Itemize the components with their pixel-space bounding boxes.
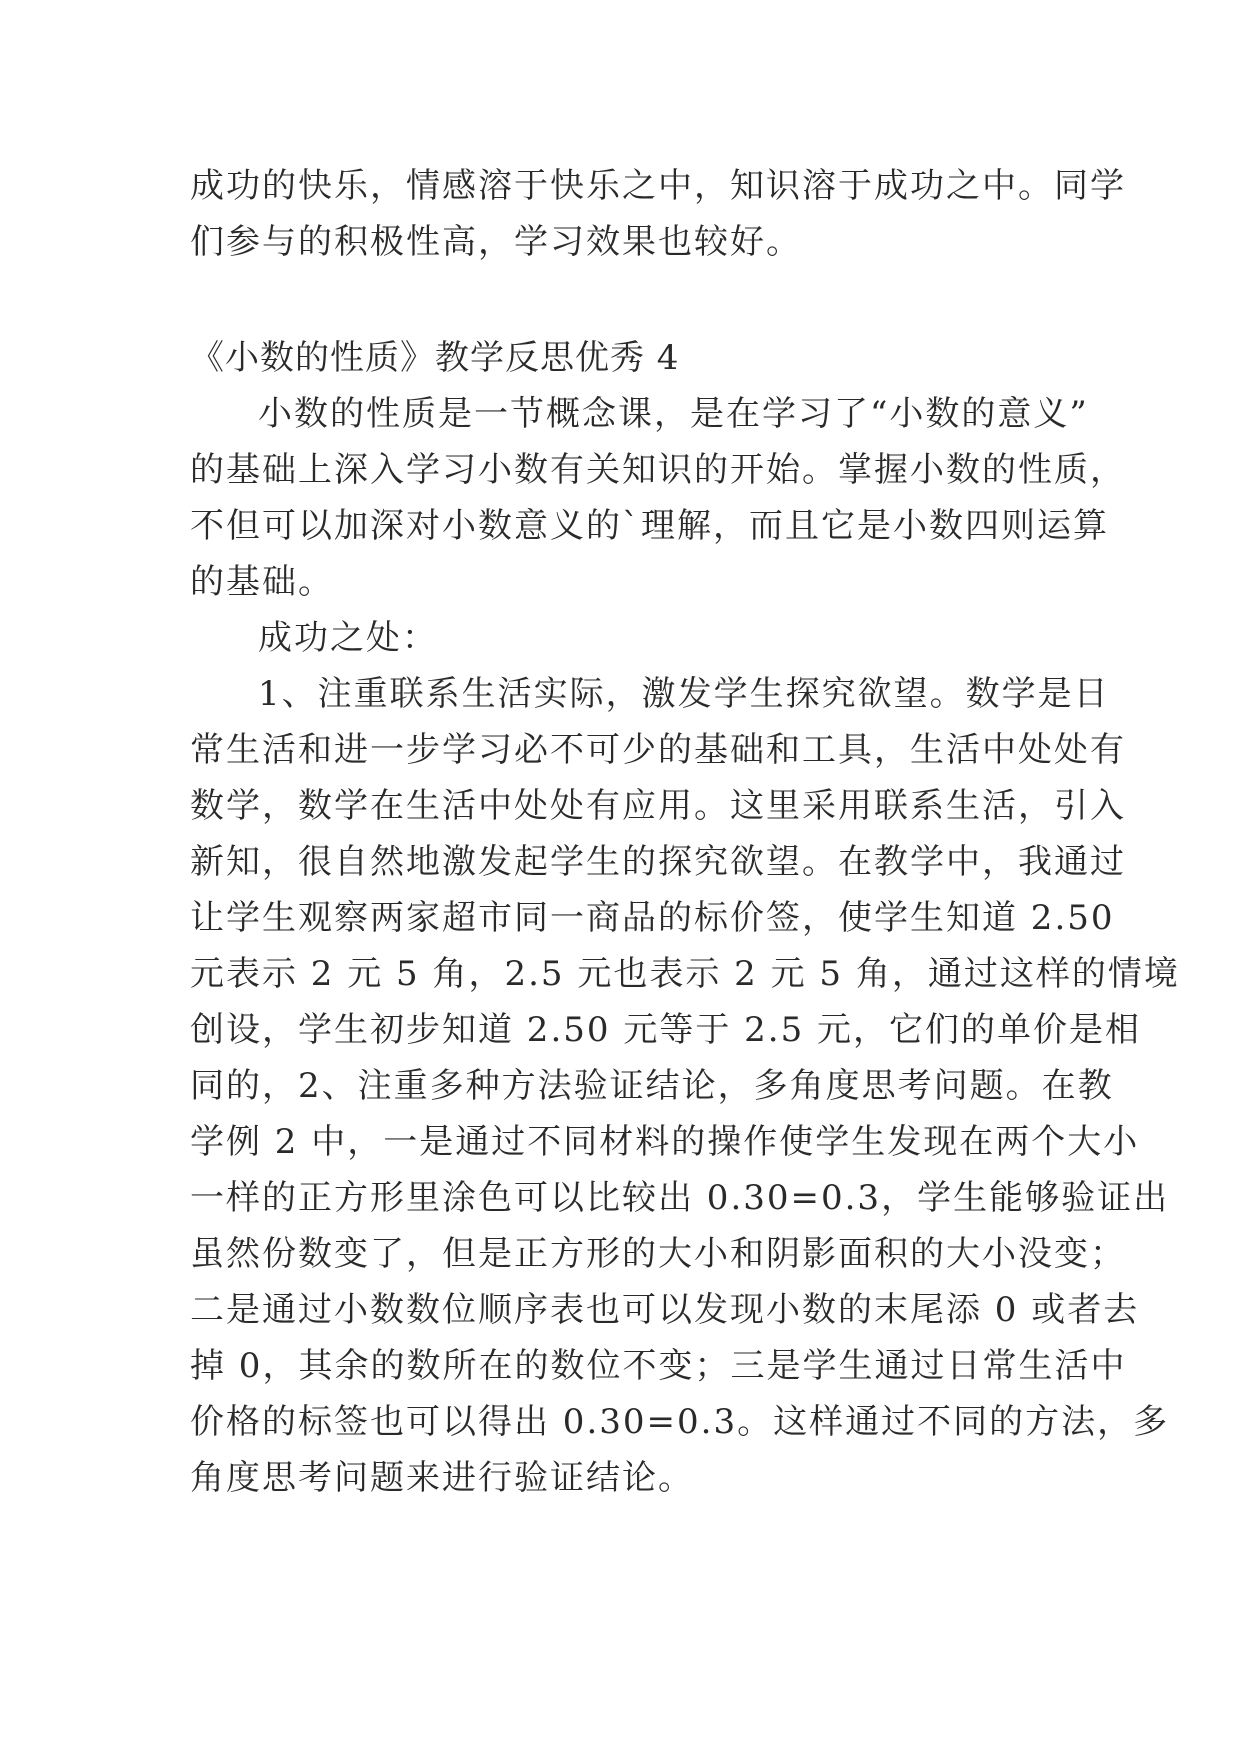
text-line: 元表示 2 元 5 角，2.5 元也表示 2 元 5 角，通过这样的情境 — [190, 954, 1180, 994]
text-line: 常生活和进一步学习必不可少的基础和工具，生活中处处有 — [190, 730, 1126, 770]
text-line: 新知，很自然地激发起学生的探究欲望。在教学中，我通过 — [190, 842, 1126, 882]
text-line: 学例 2 中，一是通过不同材料的操作使学生发现在两个大小 — [190, 1122, 1140, 1162]
paragraph-intro — [190, 386, 1126, 610]
text-line: 创设，学生初步知道 2.50 元等于 2.5 元，它们的单价是相 — [190, 1010, 1142, 1050]
paragraph-success-heading — [190, 610, 1050, 666]
section-title: 《小数的性质》教学反思优秀 4 — [190, 338, 680, 378]
text-line: 的基础上深入学习小数有关知识的开始。掌握小数的性质， — [190, 450, 1126, 490]
text-line: 1、注重联系生活实际，激发学生探究欲望。数学是日 — [258, 674, 1110, 714]
text-line: 成功之处： — [258, 618, 438, 658]
text-line: 让学生观察两家超市同一商品的标价签，使学生知道 2.50 — [190, 898, 1115, 938]
text-line: 掉 0，其余的数所在的数位不变；三是学生通过日常生活中 — [190, 1346, 1127, 1386]
paragraph-gap — [190, 270, 1050, 330]
intro-paragraph — [190, 158, 1126, 270]
text-line: 同的，2、注重多种方法验证结论，多角度思考问题。在教 — [190, 1066, 1114, 1106]
text-line: 成功的快乐，情感溶于快乐之中，知识溶于成功之中。同学 — [190, 166, 1126, 206]
text-line: 小数的性质是一节概念课，是在学习了“小数的意义” — [258, 394, 1089, 434]
text-line: 的基础。 — [190, 562, 334, 602]
text-line: 虽然份数变了，但是正方形的大小和阴影面积的大小没变； — [190, 1234, 1126, 1274]
text-line: 角度思考问题来进行验证结论。 — [190, 1458, 694, 1498]
text-line: 一样的正方形里涂色可以比较出 0.30=0.3，学生能够验证出 — [190, 1178, 1170, 1218]
text-line: 不但可以加深对小数意义的`理解，而且它是小数四则运算 — [190, 506, 1109, 546]
paragraph-success-points — [190, 666, 1180, 1506]
text-line: 们参与的积极性高，学习效果也较好。 — [190, 222, 802, 262]
document-page — [190, 158, 1180, 1506]
text-line: 价格的标签也可以得出 0.30=0.3。这样通过不同的方法，多 — [190, 1402, 1170, 1442]
text-line: 数学，数学在生活中处处有应用。这里采用联系生活，引入 — [190, 786, 1126, 826]
text-line: 二是通过小数数位顺序表也可以发现小数的末尾添 0 或者去 — [190, 1290, 1140, 1330]
